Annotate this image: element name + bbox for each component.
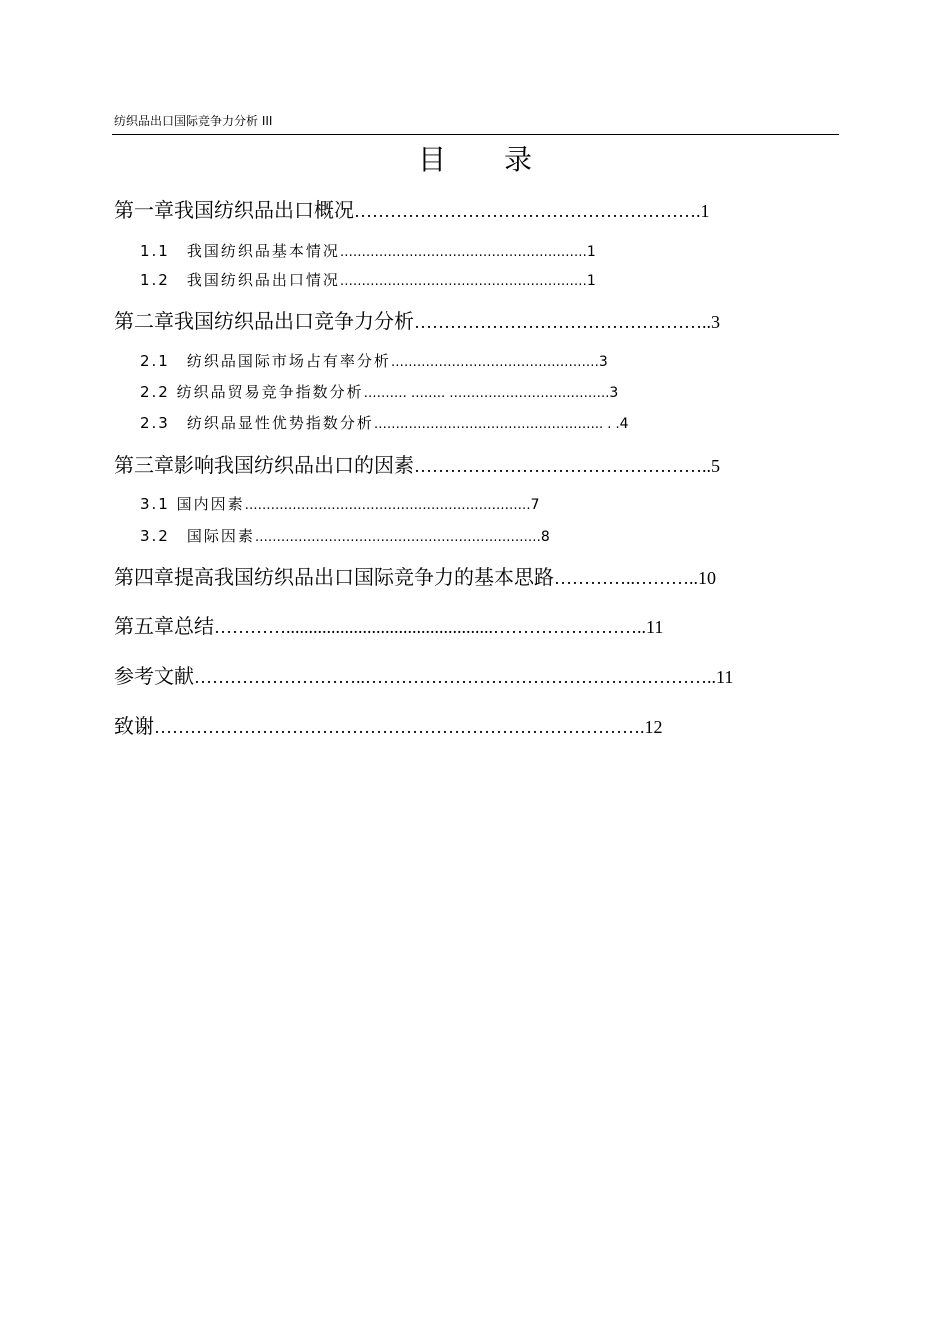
toc-leader-dots: ………………………………………………… bbox=[339, 245, 587, 260]
toc-page-number: 1 bbox=[586, 273, 596, 289]
toc-title bbox=[0, 140, 950, 180]
toc-leader-dots: ………………………………………………… bbox=[339, 274, 587, 289]
toc-page-number: 1 bbox=[700, 201, 710, 221]
toc-entry-label: 3.1 国内因素 bbox=[140, 495, 245, 513]
toc-entry-label: 第四章提高我国纺织品出口国际竞争力的基本思路 bbox=[114, 565, 554, 589]
toc-entry-chapter-5[interactable] bbox=[114, 612, 663, 641]
toc-page-number: 11 bbox=[716, 667, 734, 687]
toc-leader-dots: ………………………………………………………… bbox=[254, 530, 541, 545]
toc-entry-label: 2.3 纺织品显性优势指数分析 bbox=[140, 414, 374, 432]
toc-leader-dots: …………..……….. bbox=[554, 568, 698, 588]
toc-page-number: 3 bbox=[598, 354, 608, 370]
toc-leader-dots: ………………………………………………………………………. bbox=[154, 717, 645, 737]
toc-page-number: 12 bbox=[644, 717, 663, 737]
toc-entry-label: 第三章影响我国纺织品出口的因素 bbox=[114, 453, 414, 477]
toc-page-number: 3 bbox=[609, 385, 619, 401]
toc-title-char-2: 录 bbox=[504, 143, 533, 176]
toc-entry-section-2-2[interactable] bbox=[140, 381, 618, 405]
toc-entry-chapter-4[interactable] bbox=[114, 563, 716, 592]
toc-entry-label: 1.1 我国纺织品基本情况 bbox=[140, 242, 340, 260]
toc-entry-label: 参考文献 bbox=[114, 664, 194, 688]
toc-entry-label: 2.2 纺织品贸易竞争指数分析 bbox=[140, 383, 364, 401]
toc-entry-label: 致谢 bbox=[114, 714, 154, 738]
toc-page-number: 3 bbox=[711, 312, 720, 332]
toc-leader-dots: ………………………………………………………… bbox=[244, 498, 531, 513]
toc-entry-section-2-1[interactable] bbox=[140, 350, 608, 374]
toc-page-number: 1 bbox=[586, 244, 596, 260]
toc-entry-label: 第二章我国纺织品出口竞争力分析 bbox=[114, 309, 414, 333]
toc-leader-dots: ………. …….. ………………………………. bbox=[363, 386, 610, 401]
toc-entry-label: 3.2 国际因素 bbox=[140, 527, 255, 545]
toc-page-number: 5 bbox=[711, 456, 720, 476]
toc-page-number: 8 bbox=[540, 529, 550, 545]
toc-entry-label: 第一章我国纺织品出口概况 bbox=[114, 198, 354, 222]
toc-leader-dots: …………..............................................…………………….. bbox=[214, 617, 646, 637]
toc-leader-dots: ………………………………………….. bbox=[414, 312, 711, 332]
header-rule bbox=[112, 134, 839, 135]
toc-entry-label: 2.1 纺织品国际市场占有率分析 bbox=[140, 352, 391, 370]
toc-entry-section-3-2[interactable] bbox=[140, 525, 550, 549]
toc-entry-section-1-1[interactable] bbox=[140, 240, 596, 264]
toc-leader-dots: ………………………..………………………………………………….. bbox=[194, 667, 716, 687]
toc-entry-label: 1.2 我国纺织品出口情况 bbox=[140, 271, 340, 289]
toc-title-char-1: 目 bbox=[417, 143, 446, 176]
toc-page-number: 11 bbox=[646, 617, 664, 637]
toc-entry-section-1-2[interactable] bbox=[140, 269, 596, 293]
toc-page-number: 7 bbox=[530, 497, 540, 513]
toc-leader-dots: ………………………………………….. bbox=[414, 456, 711, 476]
toc-leader-dots: ………………………………………… bbox=[390, 355, 599, 370]
toc-page-number: 4 bbox=[619, 416, 629, 432]
toc-entry-label: 第五章总结 bbox=[114, 614, 214, 638]
toc-leader-dots: …………………………………………….. . . bbox=[373, 417, 620, 432]
running-header: 纺织品出口国际竞争力分析 III bbox=[114, 114, 273, 128]
toc-entry-chapter-3[interactable] bbox=[114, 451, 720, 480]
toc-entry-references[interactable] bbox=[114, 662, 733, 691]
toc-entry-section-3-1[interactable] bbox=[140, 493, 540, 517]
toc-page-number: 10 bbox=[698, 568, 716, 588]
toc-entry-chapter-1[interactable] bbox=[114, 196, 710, 225]
toc-entry-chapter-2[interactable] bbox=[114, 307, 720, 336]
toc-entry-acknowledgements[interactable] bbox=[114, 712, 663, 741]
toc-entry-section-2-3[interactable] bbox=[140, 412, 629, 436]
toc-leader-dots: …………………………………………………. bbox=[354, 201, 701, 221]
